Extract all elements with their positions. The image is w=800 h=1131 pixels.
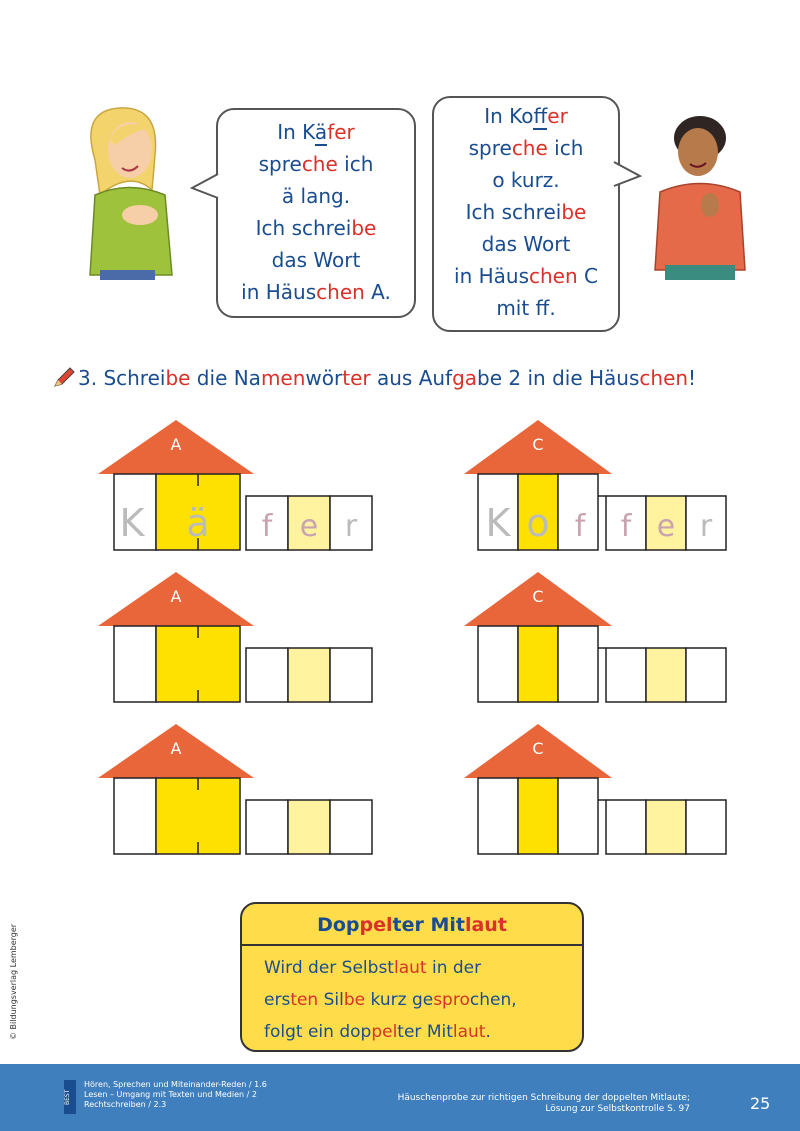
house-3-cell	[330, 648, 372, 702]
bubble-right-segment: In Ko	[484, 104, 534, 128]
bubble-right-segment: f	[533, 104, 548, 128]
house-2-letter: f	[574, 509, 586, 544]
bubble-right-segment: spre	[468, 136, 512, 160]
footer-badge: BEST	[64, 1080, 76, 1114]
rule-segment: laut	[393, 958, 427, 978]
house-6-cell	[606, 800, 646, 854]
bubble-left-segment: das Wort	[271, 248, 361, 272]
rule-text	[264, 952, 517, 1048]
house-2-label: C	[532, 435, 544, 454]
rule-segment: ers	[264, 990, 291, 1010]
house-1-letter: r	[344, 509, 358, 544]
house-3-cell	[246, 648, 288, 702]
rule-segment: chen,	[469, 990, 517, 1010]
bubble-left-segment: be	[351, 216, 377, 240]
house-5-label: A	[170, 739, 182, 758]
task-segment: aus Auf	[370, 366, 453, 390]
bubble-left-segment: K	[302, 120, 315, 144]
rule-segment: folgt ein dop	[264, 1022, 372, 1042]
task-segment: men	[260, 366, 306, 390]
house-4-cell	[478, 626, 518, 702]
bubble-right-segment: mit ff.	[496, 296, 556, 320]
footer-right-line: Lösung zur Selbstkontrolle S. 97	[545, 1104, 690, 1114]
rule-divider	[242, 944, 582, 946]
footer-right-line: Häuschenprobe zur richtigen Schreibung der doppelten Mitlaute;	[397, 1093, 690, 1103]
footer-topic	[398, 1093, 690, 1115]
task-segment: die Na	[190, 366, 261, 390]
rule-title-segment: laut	[464, 914, 507, 936]
bubble-left-segment: A.	[364, 280, 391, 304]
house-4-cell	[606, 648, 646, 702]
house-3-cell	[114, 626, 156, 702]
rule-segment: laut	[452, 1022, 486, 1042]
task-segment: !	[688, 366, 697, 390]
bubble-left-segment: che	[301, 152, 338, 176]
task-segment: ter	[342, 366, 371, 390]
house-5-cell	[288, 800, 330, 854]
bubble-left-segment: chen	[316, 280, 365, 304]
rule-segment: ter Mit	[397, 1022, 453, 1042]
bubble-right-segment: Ich schrei	[465, 200, 562, 224]
house-4-cell	[558, 626, 598, 702]
house-2-letter: e	[656, 509, 676, 544]
rule-title-segment: pel	[359, 914, 393, 936]
bubble-right-segment: be	[561, 200, 587, 224]
house-4-cell	[686, 648, 726, 702]
footer-left-line: Rechtschreiben / 2.3	[84, 1100, 167, 1109]
rule-line	[264, 1016, 517, 1048]
footer-left-line: Lesen – Umgang mit Texten und Medien / 2	[84, 1090, 257, 1099]
page-number: 25	[750, 1094, 771, 1113]
house-6-cell	[478, 778, 518, 854]
rule-segment: ten	[290, 990, 319, 1010]
rule-segment: kurz ge	[365, 990, 434, 1010]
footer-left-line: Hören, Sprechen und Miteinander-Reden / 1.6	[84, 1080, 267, 1089]
rule-segment: Wird der Selbst	[264, 958, 394, 978]
task-segment: chen	[639, 366, 689, 390]
bubble-left-segment: ä lang.	[281, 184, 351, 208]
bubble-right-segment: chen	[529, 264, 578, 288]
house-6-cell	[686, 800, 726, 854]
rule-line	[264, 984, 517, 1016]
house-1-letter: f	[261, 509, 273, 544]
footer-curriculum-refs	[84, 1080, 267, 1110]
bubble-left-segment: Ich schrei	[255, 216, 352, 240]
house-4-cell	[646, 648, 686, 702]
bubble-right-segment: o kurz.	[492, 168, 560, 192]
task-segment: 3. Schrei	[78, 366, 166, 390]
rule-segment: spro	[433, 990, 470, 1010]
bubble-right-segment: fer	[547, 104, 568, 128]
copyright-text: © Bildungsverlag Lemberger	[9, 923, 18, 1040]
house-1-letter: ä	[186, 501, 210, 545]
bubble-left-segment: fer	[327, 120, 355, 144]
house-2-letter: r	[699, 509, 713, 544]
house-1-letter: K	[119, 501, 145, 545]
bubble-right-segment: ich	[547, 136, 584, 160]
house-3-label: A	[170, 587, 182, 606]
rule-title-segment: Dop	[317, 914, 360, 936]
rule-title	[242, 904, 582, 946]
bubble-right-segment: che	[511, 136, 548, 160]
house-5-cell	[246, 800, 288, 854]
bubble-right-segment: das Wort	[481, 232, 571, 256]
bubble-left-segment: ä	[314, 120, 328, 144]
house-3-cell	[288, 648, 330, 702]
rule-segment: Sil	[318, 990, 344, 1010]
task-segment: ga	[452, 366, 478, 390]
rule-segment: pel	[371, 1022, 398, 1042]
bubble-left-segment: spre	[258, 152, 302, 176]
house-5-cell	[330, 800, 372, 854]
task-segment: wör	[305, 366, 343, 390]
bubble-right-segment: in Häus	[454, 264, 529, 288]
house-2-letter: o	[526, 501, 550, 545]
bubble-right-segment: C	[577, 264, 598, 288]
house-4-label: C	[532, 587, 544, 606]
house-6-label: C	[532, 739, 544, 758]
house-4-vowel-cell	[518, 626, 558, 702]
house-5-cell	[114, 778, 156, 854]
bubble-left-segment: ich	[337, 152, 374, 176]
house-2-letter: K	[485, 501, 511, 545]
house-6-cell	[646, 800, 686, 854]
rule-line	[264, 952, 517, 984]
rule-segment: in der	[426, 958, 482, 978]
house-1-label: A	[170, 435, 182, 454]
house-6-vowel-cell	[518, 778, 558, 854]
bubble-left-segment: in Häus	[241, 280, 317, 304]
rule-box	[240, 902, 584, 1052]
house-2-letter: f	[620, 509, 632, 544]
house-6-cell	[558, 778, 598, 854]
rule-segment: .	[485, 1022, 491, 1042]
task-segment: be	[165, 366, 191, 390]
bubble-left-segment: In	[277, 120, 303, 144]
rule-segment: be	[343, 990, 366, 1010]
house-1-letter: e	[299, 509, 319, 544]
rule-title-segment: ter Mit	[392, 914, 465, 936]
task-segment: be 2 in die Häus	[477, 366, 640, 390]
